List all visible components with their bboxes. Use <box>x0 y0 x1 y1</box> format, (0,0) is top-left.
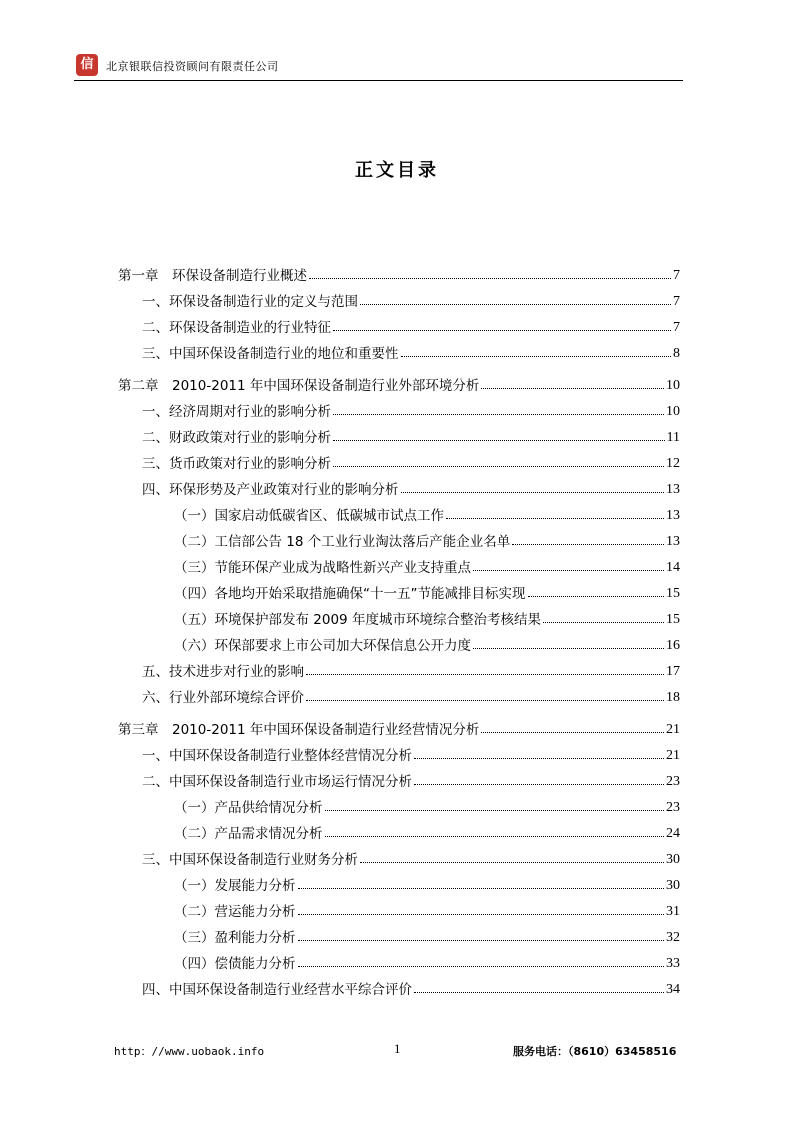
toc-page-number: 13 <box>666 534 680 549</box>
toc-entry-title: （二）营运能力分析 <box>174 904 296 920</box>
toc-page-number: 10 <box>666 404 680 419</box>
toc-page-number: 23 <box>666 774 680 789</box>
toc-entry-title: 二、环保设备制造业的行业特征 <box>142 320 331 336</box>
footer-page-number: 1 <box>394 1041 401 1056</box>
toc-entry-title: 二、中国环保设备制造行业市场运行情况分析 <box>142 774 412 790</box>
toc-dot-leader <box>298 966 665 967</box>
toc-page-number: 24 <box>666 826 680 841</box>
toc-entry[interactable] <box>118 420 680 446</box>
toc-dot-leader <box>298 888 665 889</box>
toc-entry[interactable] <box>118 946 680 972</box>
toc-page-number: 34 <box>666 982 680 997</box>
toc-page-number: 15 <box>666 612 680 627</box>
toc-dot-leader <box>401 492 665 493</box>
toc-dot-leader <box>306 700 664 701</box>
toc-page-number: 30 <box>666 852 680 867</box>
toc-dot-leader <box>360 862 664 863</box>
toc-page-number: 31 <box>666 904 680 919</box>
toc-dot-leader <box>481 732 664 733</box>
toc-entry-title: （一）国家启动低碳省区、低碳城市试点工作 <box>174 508 444 524</box>
toc-dot-leader <box>414 784 664 785</box>
toc-entry[interactable] <box>118 842 680 868</box>
toc-entry-title: 四、环保形势及产业政策对行业的影响分析 <box>142 482 399 498</box>
toc-dot-leader <box>309 278 671 279</box>
toc-entry[interactable] <box>118 790 680 816</box>
toc-dot-leader <box>414 992 664 993</box>
company-logo: 信 <box>76 54 98 76</box>
toc-dot-leader <box>333 466 664 467</box>
toc-entry-title: 二、财政政策对行业的影响分析 <box>142 430 331 446</box>
toc-entry[interactable] <box>118 284 680 310</box>
toc-page-number: 32 <box>666 930 680 945</box>
toc-entry-title: （六）环保部要求上市公司加大环保信息公开力度 <box>174 638 471 654</box>
toc-entry[interactable] <box>118 920 680 946</box>
toc-dot-leader <box>298 940 665 941</box>
toc-entry[interactable] <box>118 654 680 680</box>
toc-entry[interactable] <box>118 602 680 628</box>
toc-dot-leader <box>528 596 665 597</box>
toc-entry-title: （五）环境保护部发布 2009 年度城市环境综合整治考核结果 <box>174 612 541 628</box>
toc-entry-title: 五、技术进步对行业的影响 <box>142 664 304 680</box>
toc-page-number: 23 <box>666 800 680 815</box>
toc-page-number: 12 <box>666 456 680 471</box>
toc-page-number: 33 <box>666 956 680 971</box>
toc-entry[interactable] <box>118 628 680 654</box>
toc-dot-leader <box>306 674 664 675</box>
toc-entry-title: 三、货币政策对行业的影响分析 <box>142 456 331 472</box>
toc-entry-title: 第二章 2010-2011 年中国环保设备制造行业外部环境分析 <box>118 378 480 394</box>
toc-dot-leader <box>298 914 665 915</box>
footer-url[interactable]: http：//www.uobaok.info <box>114 1045 265 1058</box>
toc-entry[interactable] <box>118 576 680 602</box>
toc-page-number: 30 <box>666 878 680 893</box>
toc-dot-leader <box>473 648 664 649</box>
toc-page-number: 21 <box>666 748 680 763</box>
toc-entry-title: （三）盈利能力分析 <box>174 930 296 946</box>
toc-dot-leader <box>333 330 671 331</box>
toc-entry[interactable] <box>118 816 680 842</box>
toc-page-number: 7 <box>673 268 680 283</box>
toc-entry[interactable] <box>118 472 680 498</box>
toc-entry-title: 三、中国环保设备制造行业的地位和重要性 <box>142 346 399 362</box>
toc-entry-title: （一）发展能力分析 <box>174 878 296 894</box>
toc-page-number: 14 <box>666 560 680 575</box>
toc-entry[interactable] <box>118 524 680 550</box>
toc-page-number: 16 <box>666 638 680 653</box>
page-title: 正文目录 <box>355 160 439 181</box>
toc-entry[interactable] <box>118 310 680 336</box>
toc-page-number: 15 <box>666 586 680 601</box>
toc-page-number: 7 <box>673 294 680 309</box>
toc-dot-leader <box>333 414 664 415</box>
toc-dot-leader <box>333 440 665 441</box>
toc-entry-title: 第三章 2010-2011 年中国环保设备制造行业经营情况分析 <box>118 722 480 738</box>
toc-entry-title: 一、经济周期对行业的影响分析 <box>142 404 331 420</box>
toc-entry[interactable] <box>118 868 680 894</box>
toc-entry-title: 三、中国环保设备制造行业财务分析 <box>142 852 358 868</box>
toc-dot-leader <box>512 544 664 545</box>
toc-dot-leader <box>543 622 664 623</box>
toc-entry[interactable] <box>118 446 680 472</box>
toc-entry[interactable] <box>118 498 680 524</box>
toc-chapter-entry[interactable] <box>118 712 680 738</box>
toc-chapter-entry[interactable] <box>118 258 680 284</box>
toc-entry[interactable] <box>118 550 680 576</box>
toc-page-number: 11 <box>666 430 680 445</box>
toc-entry[interactable] <box>118 972 680 998</box>
toc-entry[interactable] <box>118 394 680 420</box>
toc-page-number: 7 <box>673 320 680 335</box>
toc-entry[interactable] <box>118 894 680 920</box>
toc-page-number: 13 <box>666 482 680 497</box>
toc-entry-title: （四）偿债能力分析 <box>174 956 296 972</box>
toc-chapter-entry[interactable] <box>118 368 680 394</box>
table-of-contents <box>118 258 680 998</box>
toc-dot-leader <box>360 304 671 305</box>
toc-entry-title: 六、行业外部环境综合评价 <box>142 690 304 706</box>
toc-dot-leader <box>325 810 665 811</box>
toc-entry[interactable] <box>118 764 680 790</box>
toc-page-number: 8 <box>673 346 680 361</box>
toc-page-number: 13 <box>666 508 680 523</box>
toc-entry[interactable] <box>118 738 680 764</box>
toc-dot-leader <box>446 518 664 519</box>
toc-entry-title: （一）产品供给情况分析 <box>174 800 323 816</box>
toc-entry[interactable] <box>118 680 680 706</box>
toc-entry-title: 一、环保设备制造行业的定义与范围 <box>142 294 358 310</box>
toc-page-number: 21 <box>666 722 680 737</box>
toc-page-number: 10 <box>666 378 680 393</box>
toc-dot-leader <box>473 570 664 571</box>
toc-entry-title: （三）节能环保产业成为战略性新兴产业支持重点 <box>174 560 471 576</box>
toc-dot-leader <box>481 388 664 389</box>
toc-entry-title: （四）各地均开始采取措施确保“十一五”节能减排目标实现 <box>174 586 526 602</box>
toc-dot-leader <box>401 356 672 357</box>
toc-entry-title: 第一章 环保设备制造行业概述 <box>118 268 307 284</box>
toc-dot-leader <box>325 836 665 837</box>
toc-entry-title: （二）工信部公告 18 个工业行业淘汰落后产能企业名单 <box>174 534 511 550</box>
company-name: 北京银联信投资顾问有限责任公司 <box>106 60 279 73</box>
toc-entry-title: 四、中国环保设备制造行业经营水平综合评价 <box>142 982 412 998</box>
toc-dot-leader <box>414 758 664 759</box>
page-header <box>74 52 683 81</box>
toc-entry-title: 一、中国环保设备制造行业整体经营情况分析 <box>142 748 412 764</box>
footer-service-phone: 服务电话：（8610）63458516 <box>513 1045 677 1058</box>
toc-page-number: 18 <box>666 690 680 705</box>
toc-page-number: 17 <box>666 664 680 679</box>
toc-entry[interactable] <box>118 336 680 362</box>
toc-entry-title: （二）产品需求情况分析 <box>174 826 323 842</box>
